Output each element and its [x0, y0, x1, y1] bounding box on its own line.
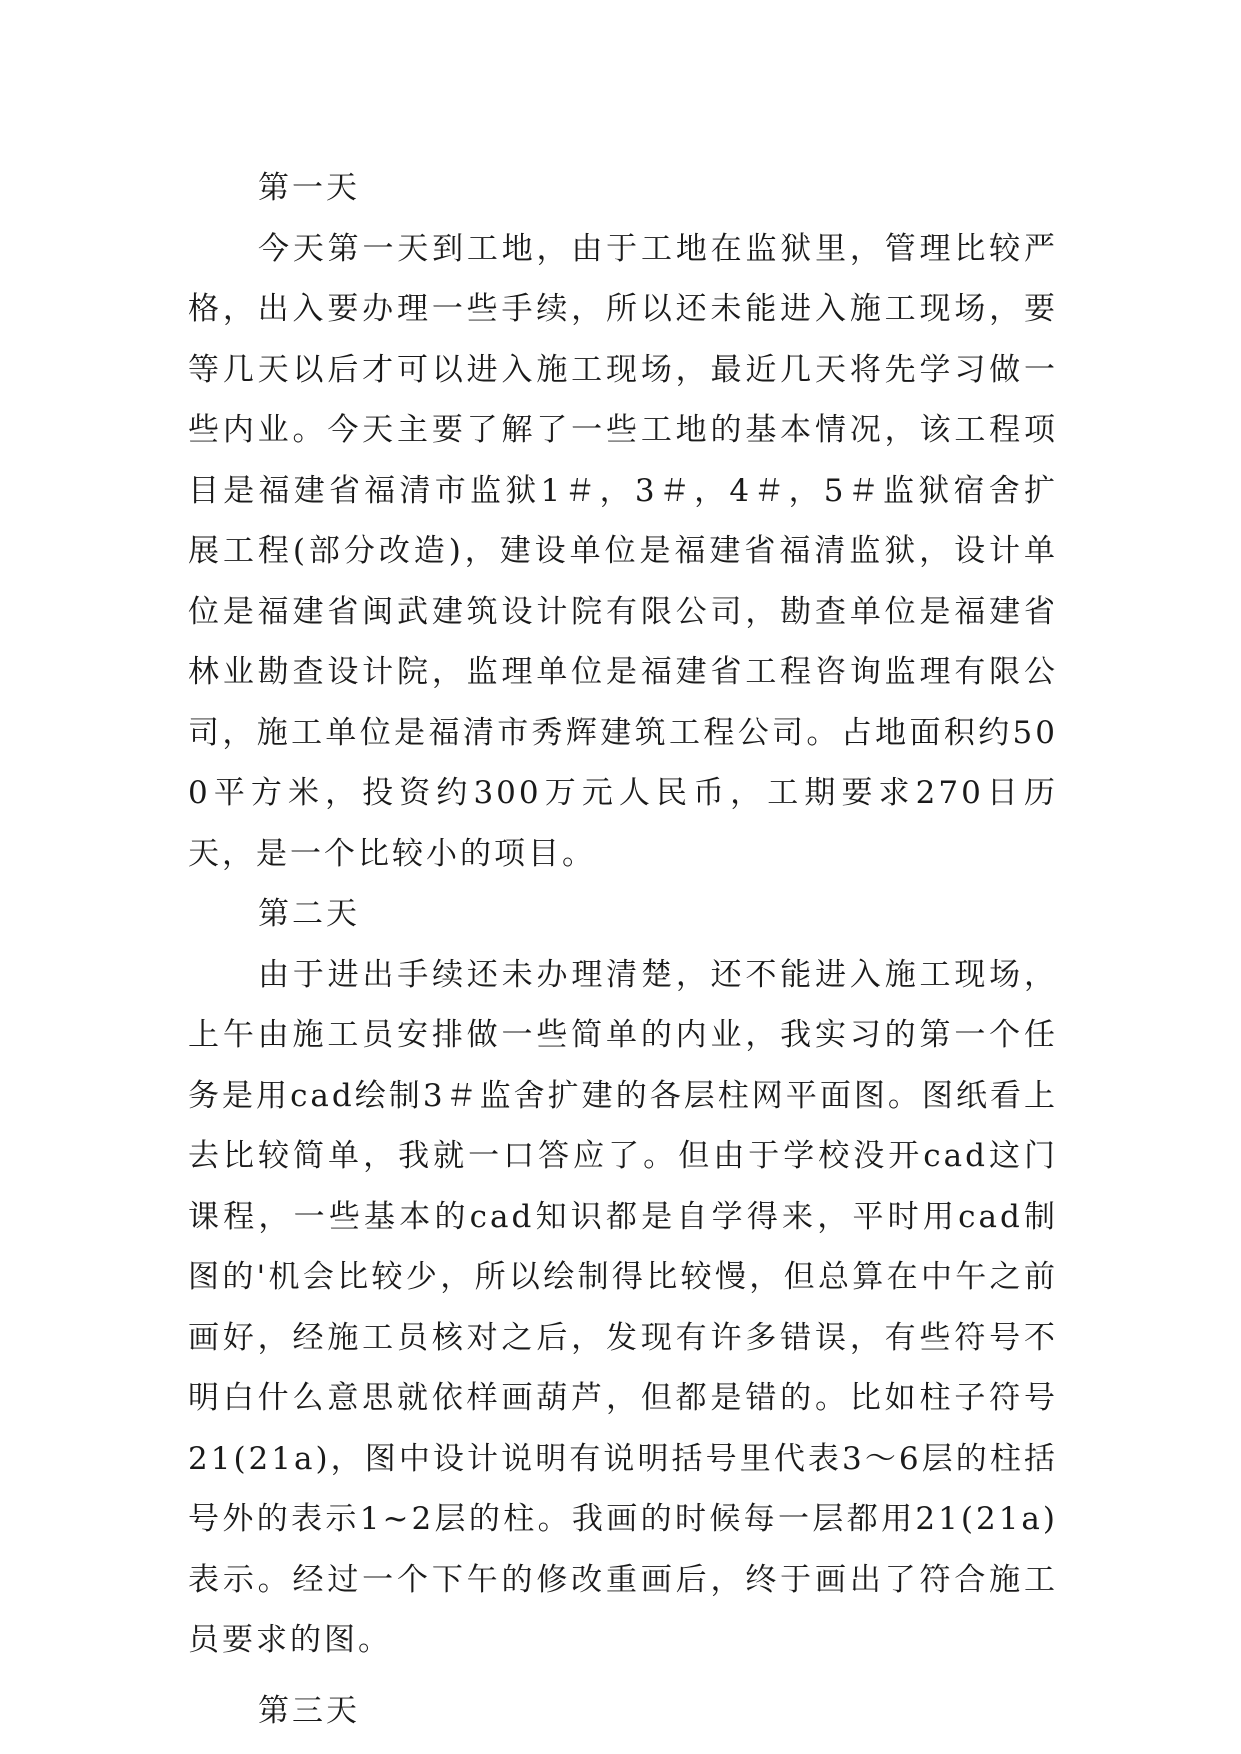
document-body: [188, 158, 1058, 1741]
day1-heading: 第一天: [258, 170, 360, 206]
day1-paragraph: 今天第一天到工地，由于工地在监狱里，管理比较严格，出入要办理一些手续，所以还未能进入施工现场，要等几天以后才可以进入施工现场，最近几天将先学习做一些内业。今天主要了解了一些工地的基本情况，该工程项目是福建省福清市监狱1＃，3＃，4＃，5＃监狱宿舍扩展工程(部分改造)，建设单位是福建省福清监狱，设计单位是福建省闽武建筑设计院有限公司，勘查单位是福建省林业勘查设计院，监理单位是福建省工程咨询监理有限公司，施工单位是福清市秀辉建筑工程公司。占地面积约500平方米，投资约300万元人民币，工期要求270日历天，是一个比较小的项目。: [188, 230, 1058, 872]
day2-paragraph: 由于进出手续还未办理清楚，还不能进入施工现场，上午由施工员安排做一些简单的内业，我实习的第一个任务是用cad绘制3＃监舍扩建的各层柱网平面图。图纸看上去比较简单，我就一口答应了。但由于学校没开cad这门课程，一些基本的cad知识都是自学得来，平时用cad制图的'机会比较少，所以绘制得比较慢，但总算在中午之前画好，经施工员核对之后，发现有许多错误，有些符号不明白什么意思就依样画葫芦，但都是错的。比如柱子符号21(21a)，图中设计说明有说明括号里代表3～6层的柱括号外的表示1~2层的柱。我画的时候每一层都用21(21a)表示。经过一个下午的修改重画后，终于画出了符合施工员要求的图。: [188, 956, 1058, 1658]
day2-heading: 第二天: [258, 896, 360, 932]
day3-heading: 第三天: [258, 1692, 360, 1729]
section-spacer: [188, 1671, 1058, 1681]
